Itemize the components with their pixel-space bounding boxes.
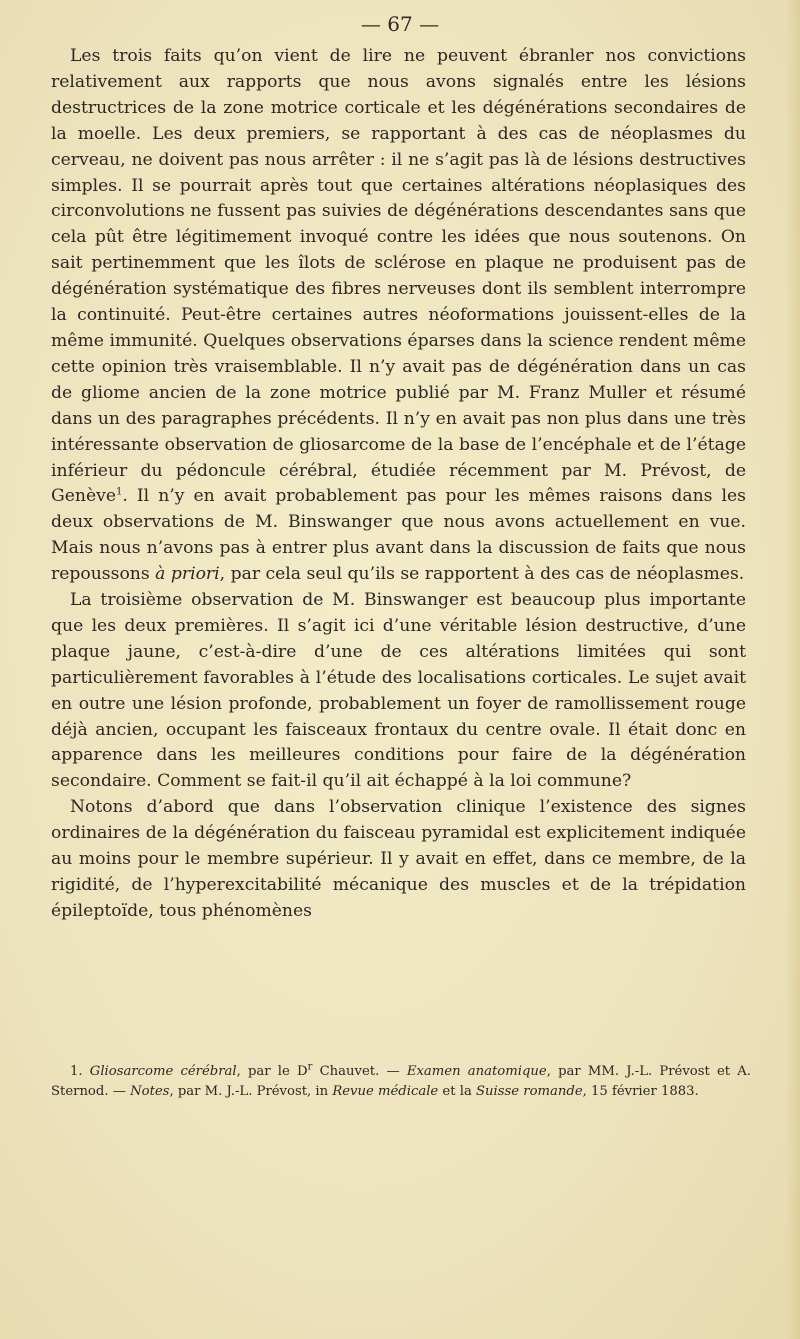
italic-a-priori: à priori [155, 564, 220, 585]
paragraph-2: La troisième observation de M. Binswanger est beaucoup plus importante que les deux premières. Il s’agit ici d’une véritable lésion destructive, d’une plaque jaune, c’est-à-dire d’une de ces altérations limitées qui sont particulièrement favorables à l’étude des localisations corticales. Le sujet avait en outre une lésion profonde, probablement un foyer de ramollissement rouge déjà ancien, occupant les faisceaux frontaux du centre ovale. Il était donc en apparence dans les meilleures conditions pour faire de la dégénération secondaire. Comment se fait-il qu’il ait échappé à la loi commune? [51, 590, 746, 792]
footnote-1 [51, 1062, 751, 1101]
paragraph-1-part-2: . Il n’y en avait probablement pas pour les mêmes raisons dans les deux observations de M. Binswanger que nous avons actuellement en vue. Mais nous n’avons pas à entrer plus avant dans la discussion de faits que nous repoussons [51, 486, 746, 585]
footnote-title-3: Notes [130, 1083, 170, 1099]
footnote-text-6: , 15 février 1883. [582, 1083, 699, 1099]
page-number: — 67 — [360, 12, 440, 36]
footnote-number: 1. [70, 1064, 90, 1079]
footnote-reference: 1 [116, 486, 123, 498]
paragraph-1-part-3: , par cela seul qu’ils se rapportent à des cas de néoplasmes. [219, 564, 745, 585]
footnote-text-5: et la [438, 1083, 476, 1099]
paragraph-1-part-1: Les trois faits qu’on vient de lire ne peuvent ébranler nos convictions relativement aux rapports que nous avons signalés entre les lésions destructrices de la zone motrice corticale et les dégénérations secondaires de la moelle. Les deux premiers, se rapportant à des cas de néoplasmes du cerveau, ne doivent pas nous arrêter : il ne s’agit pas là de lésions destructives simples. Il se pourrait après tout que certaines altérations néoplasiques des circonvolutions ne fussent pas suivies de dégénérations descendantes sans que cela pût être légitimement invoqué contre les idées que nous soutenons. On sait pertinemment que les îlots de sclérose en plaque ne produisent pas de dégénération systématique des fibres nerveuses dont ils semblent interrompre la continuité. Peut-être certaines autres néoformations jouissent-elles de la même immunité. Quelques observations éparses dans la science rendent même cette opinion très vraisemblable. Il n’y avait pas de dégénération dans un cas de gliome ancien de la zone motrice publié par M. Franz Muller et résumé dans un des paragraphes précédents. Il n’y en avait pas non plus dans une très intéressante observation de gliosarcome de la base de l’encéphale et de l’étage inférieur du pédoncule cérébral, étudiée récemment par M. Prévost, de Genève [51, 46, 746, 507]
footnote-title-2: Examen anatomique [406, 1064, 547, 1079]
footnote-text-1: , par le D [236, 1064, 308, 1079]
footnote-text-3: , par MM. J.-L. Prévost et A. Sternod. — [51, 1064, 752, 1099]
main-text [51, 44, 746, 925]
paragraph-3: Notons d’abord que dans l’observation clinique l’existence des signes ordinaires de la dégénération du faisceau pyramidal est explicitement indiquée au moins pour le membre supérieur. Il y avait en effet, dans ce membre, de la rigidité, de l’hyperexcitabilité mécanique des muscles et de la trépidation épileptoïde, tous phénomènes [51, 797, 746, 921]
footnote-title-4: Revue médicale [332, 1083, 439, 1099]
footnotes [51, 1062, 751, 1101]
footnote-text-4: , par M. J.-L. Prévost, in [169, 1083, 333, 1099]
footnote-title-1: Gliosarcome cérébral [89, 1064, 237, 1079]
footnote-sup-r: r [307, 1061, 313, 1073]
paragraph-1 [51, 44, 746, 588]
page-edge-shadow [786, 0, 800, 1339]
footnote-title-5: Suisse romande [476, 1083, 583, 1099]
footnote-text-2: Chauvet. — [312, 1064, 407, 1079]
